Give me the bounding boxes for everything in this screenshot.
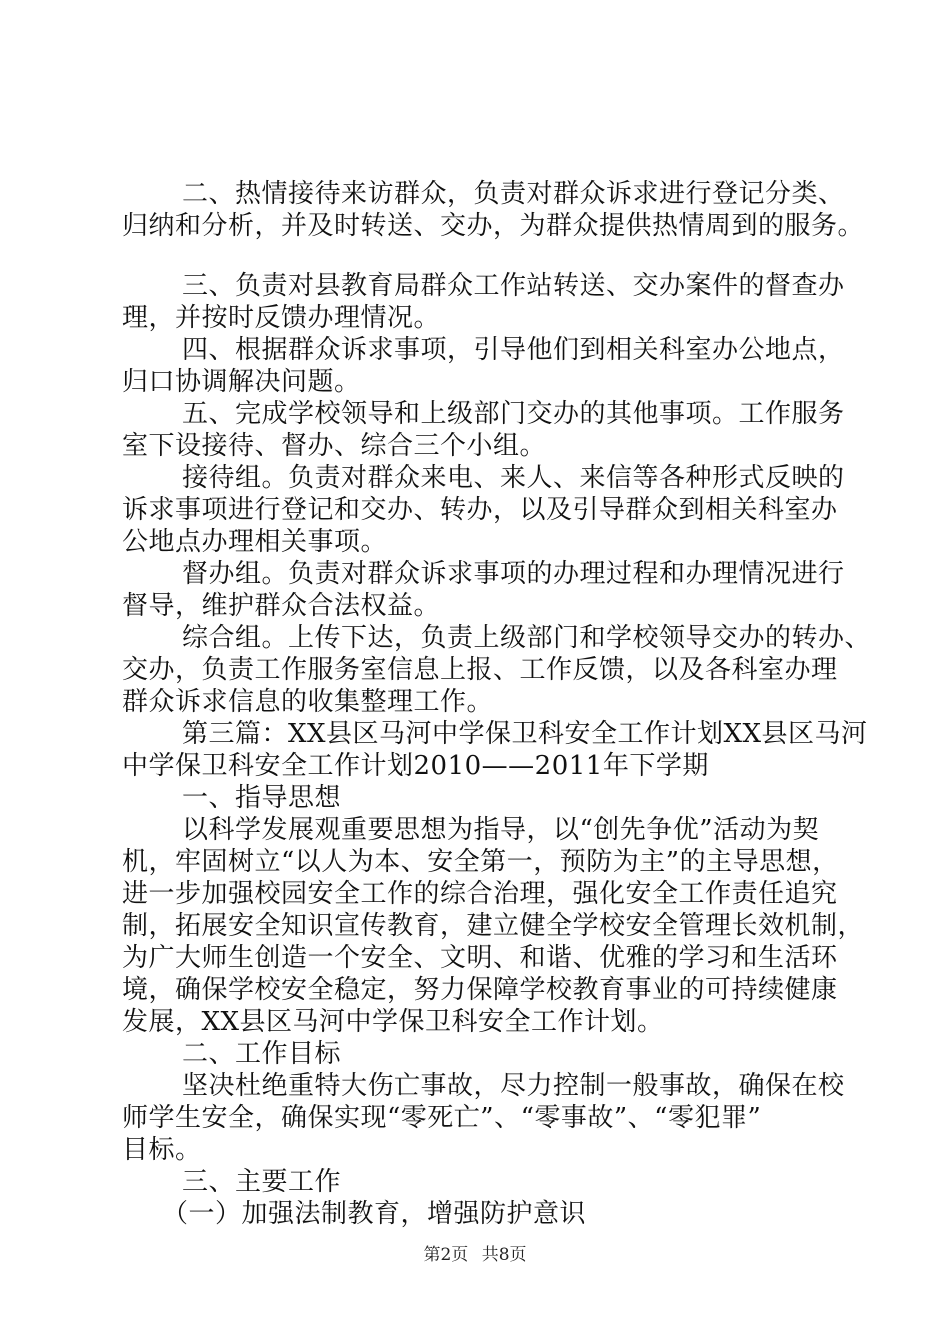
text-line: 第三篇：XX县区马河中学保卫科安全工作计划XX县区马河 [182, 719, 868, 749]
text-line: 归口协调解决问题。 [122, 367, 361, 397]
text-line: 诉求事项进行登记和交办、转办，以及引导群众到相关科室办 [122, 495, 838, 525]
text-line: 目标。 [122, 1135, 202, 1165]
page-number: 第2页 [423, 1245, 469, 1265]
text-line: 坚决杜绝重特大伤亡事故，尽力控制一般事故，确保在校 [182, 1071, 845, 1101]
text-line: 境，确保学校安全稳定，努力保障学校教育事业的可持续健康 [122, 975, 838, 1005]
text-line: 一、指导思想 [182, 783, 342, 813]
text-line: 二、热情接待来访群众，负责对群众诉求进行登记分类、 [182, 179, 845, 209]
text-line: 公地点办理相关事项。 [122, 527, 388, 557]
text-line: 二、工作目标 [182, 1039, 342, 1069]
text-line: 督导，维护群众合法权益。 [122, 591, 441, 621]
text-line: 三、负责对县教育局群众工作站转送、交办案件的督查办 [182, 271, 845, 301]
text-line: 理，并按时反馈办理情况。 [122, 303, 441, 333]
text-line: 归纳和分析，并及时转送、交办，为群众提供热情周到的服务。 [122, 211, 865, 241]
text-line: 机，牢固树立“以人为本、安全第一，预防为主”的主导思想， [122, 847, 839, 877]
text-line: 五、完成学校领导和上级部门交办的其他事项。工作服务 [182, 399, 845, 429]
text-line: 发展，XX县区马河中学保卫科安全工作计划。 [122, 1007, 664, 1037]
text-line: 交办，负责工作服务室信息上报、工作反馈，以及各科室办理 [122, 655, 838, 685]
text-line: 师学生安全，确保实现“零死亡”、“零事故”、“零犯罪” [122, 1103, 762, 1133]
text-line: 四、根据群众诉求事项，引导他们到相关科室办公地点， [182, 335, 845, 365]
text-line: （一）加强法制教育，增强防护意识 [162, 1199, 587, 1229]
page-total: 共8页 [481, 1245, 527, 1265]
text-line: 室下设接待、督办、综合三个小组。 [122, 431, 547, 461]
text-line: 中学保卫科安全工作计划2010——2011年下学期 [122, 751, 709, 781]
text-line: 制，拓展安全知识宣传教育，建立健全学校安全管理长效机制， [122, 911, 865, 941]
text-line: 群众诉求信息的收集整理工作。 [122, 687, 494, 717]
text-line: 进一步加强校园安全工作的综合治理，强化安全工作责任追究 [122, 879, 838, 909]
text-line: 综合组。上传下达，负责上级部门和学校领导交办的转办、 [182, 623, 872, 653]
text-line: 三、主要工作 [182, 1167, 342, 1197]
text-line: 督办组。负责对群众诉求事项的办理过程和办理情况进行 [182, 559, 845, 589]
text-line: 为广大师生创造一个安全、文明、和谐、优雅的学习和生活环 [122, 943, 838, 973]
text-line: 接待组。负责对群众来电、来人、来信等各种形式反映的 [182, 463, 845, 493]
page-footer [0, 1244, 950, 1266]
text-line: 以科学发展观重要思想为指导，以“创先争优”活动为契 [182, 815, 820, 845]
